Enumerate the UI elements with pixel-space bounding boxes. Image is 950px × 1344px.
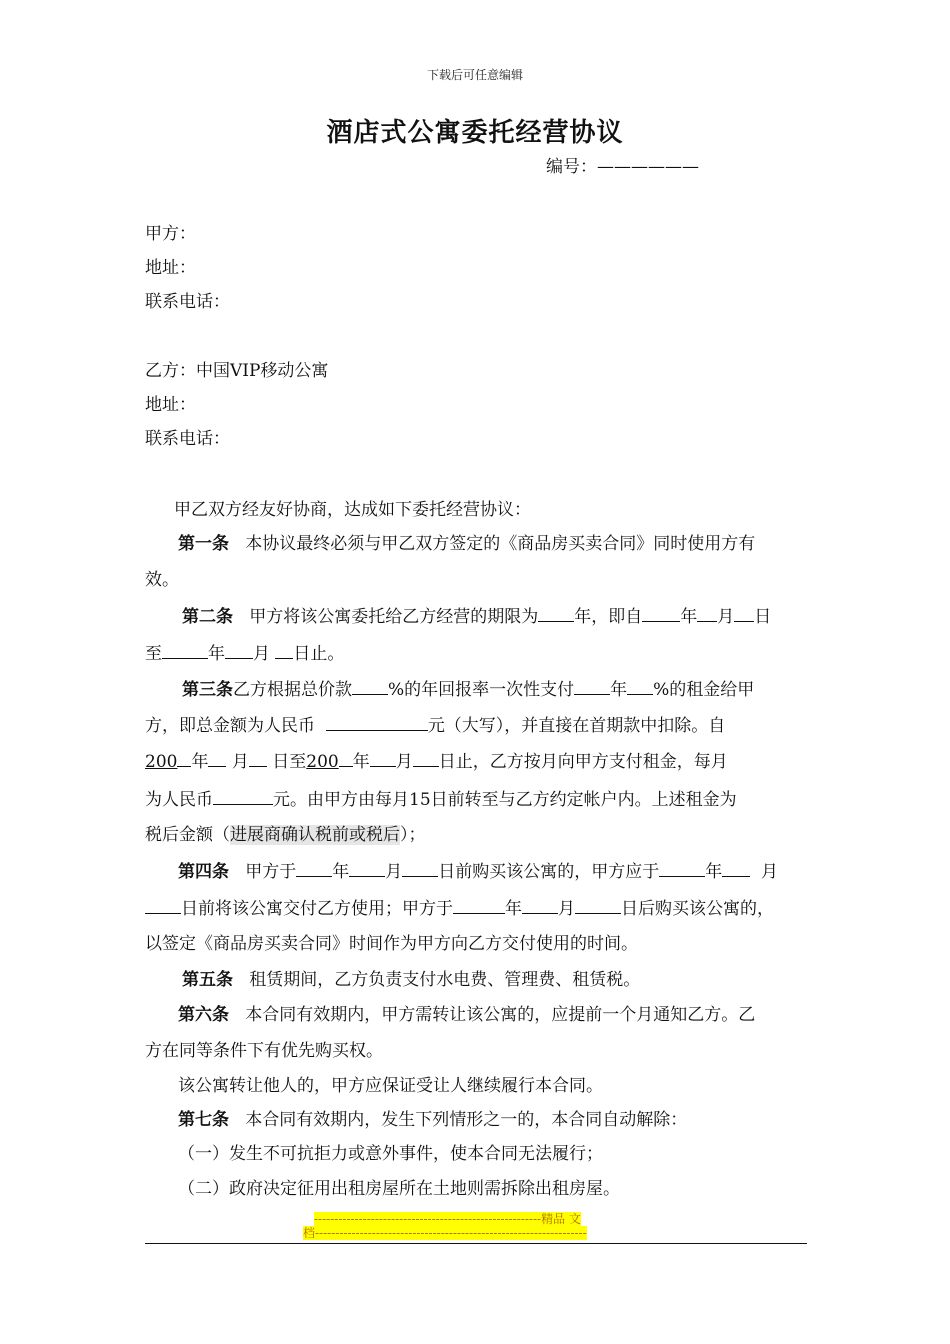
article-3: 第三条乙方根据总价款 %的年回报率一次性支付 年 %的租金给甲	[182, 677, 754, 702]
blank-field[interactable]	[162, 641, 208, 659]
blank-field[interactable]	[225, 641, 253, 659]
document-number	[546, 152, 699, 177]
blank-field[interactable]	[326, 713, 428, 731]
article-6-label: 第六条	[178, 1005, 229, 1025]
article-1-cont: 效。	[145, 570, 179, 590]
footer-watermark-line-2: 档-------------------------------------------------------------------	[303, 1226, 587, 1240]
header-note: 下载后可任意编辑	[426, 68, 523, 82]
blank-field[interactable]	[538, 604, 574, 622]
article-7: 第七条 本合同有效期内，发生下列情形之一的，本合同自动解除：	[178, 1110, 688, 1130]
blank-field[interactable]	[296, 859, 332, 877]
blank-field[interactable]	[339, 749, 353, 767]
blank-field[interactable]	[697, 604, 717, 622]
blank-field[interactable]	[177, 749, 191, 767]
blank-field[interactable]	[145, 896, 181, 914]
article-2-label: 第二条	[182, 607, 233, 627]
article-3-label: 第三条	[182, 680, 233, 700]
document-title: 酒店式公寓委托经营协议	[326, 118, 624, 148]
article-4-line3: 以签定《商品房买卖合同》时间作为甲方向乙方交付使用的时间。	[145, 934, 638, 954]
article-7-item-2: （二）政府决定征用出租房屋所在土地则需拆除出租房屋。	[178, 1179, 620, 1199]
blank-field[interactable]	[627, 677, 653, 695]
party-b-phone: 联系电话：	[145, 429, 230, 449]
blank-field[interactable]	[213, 787, 273, 805]
number-value: ——————	[597, 157, 699, 177]
article-3-line5: 税后金额（进展商确认税前或税后）；	[145, 825, 426, 845]
blank-field[interactable]	[208, 749, 226, 767]
blank-field[interactable]	[522, 896, 558, 914]
article-5: 第五条 租赁期间，乙方负责支付水电费、管理费、租赁税。	[182, 970, 641, 990]
footer-watermark-line-1: --------------------------------------------------------精品 文	[314, 1212, 581, 1226]
article-3-line4: 为人民币 元。由甲方由每月15日前转至与乙方约定帐户内。上述租金为	[145, 787, 737, 812]
article-1-label: 第一条	[178, 534, 229, 554]
article-6-line2: 方在同等条件下有优先购买权。	[145, 1041, 383, 1061]
article-4-label: 第四条	[178, 862, 229, 882]
blank-field[interactable]	[574, 677, 610, 695]
party-a-name: 甲方：	[145, 224, 196, 244]
article-3-line3: 200 年 月 日至200 年 月 日止，乙方按月向甲方支付租金，每月	[145, 749, 728, 774]
article-6: 第六条 本合同有效期内，甲方需转让该公寓的，应提前一个月通知乙方。乙	[178, 1005, 756, 1025]
article-2: 第二条 甲方将该公寓委托给乙方经营的期限为 年，即自 年 月 日	[182, 604, 771, 629]
article-2-cont: 至 年 月 日止。	[145, 641, 344, 666]
party-b-name	[145, 359, 328, 383]
blank-field[interactable]	[453, 896, 505, 914]
party-b-name-value: 中国VIP移动公寓	[196, 361, 329, 381]
party-a-phone: 联系电话：	[145, 292, 230, 312]
blank-field[interactable]	[275, 641, 293, 659]
article-7-item-1: （一）发生不可抗拒力或意外事件，使本合同无法履行；	[178, 1144, 603, 1164]
article-4: 第四条 甲方于 年 月 日前购买该公寓的，甲方应于 年 月	[178, 859, 778, 884]
party-b-name-label: 乙方：	[145, 361, 196, 381]
blank-field[interactable]	[642, 604, 680, 622]
blank-field[interactable]	[249, 749, 267, 767]
article-7-label: 第七条	[178, 1110, 229, 1130]
blank-field[interactable]	[402, 859, 438, 877]
article-1-text: 本协议最终必须与甲乙双方签定的《商品房买卖合同》同时使用方有	[245, 534, 756, 554]
footer-rule	[145, 1243, 807, 1244]
blank-field[interactable]	[352, 677, 388, 695]
blank-field[interactable]	[722, 859, 750, 877]
blank-field[interactable]	[413, 749, 439, 767]
blank-field[interactable]	[734, 604, 754, 622]
party-b-address: 地址：	[145, 395, 196, 415]
blank-field[interactable]	[370, 749, 396, 767]
article-5-label: 第五条	[182, 970, 233, 990]
highlighted-note: 进展商确认税前或税后	[230, 825, 400, 845]
blank-field[interactable]	[575, 896, 621, 914]
blank-field[interactable]	[349, 859, 385, 877]
party-a-address: 地址：	[145, 258, 196, 278]
article-3-line2: 方，即总金额为人民币 元（大写），并直接在首期款中扣除。自	[145, 713, 725, 738]
blank-field[interactable]	[659, 859, 705, 877]
article-4-line2: 日前将该公寓交付乙方使用；甲方于 年 月 日后购买该公寓的，	[145, 896, 774, 921]
article-6-line3: 该公寓转让他人的，甲方应保证受让人继续履行本合同。	[178, 1076, 603, 1096]
intro-paragraph: 甲乙双方经友好协商，达成如下委托经营协议：	[174, 500, 531, 520]
article-1	[178, 532, 755, 556]
number-label: 编号：	[546, 157, 597, 177]
